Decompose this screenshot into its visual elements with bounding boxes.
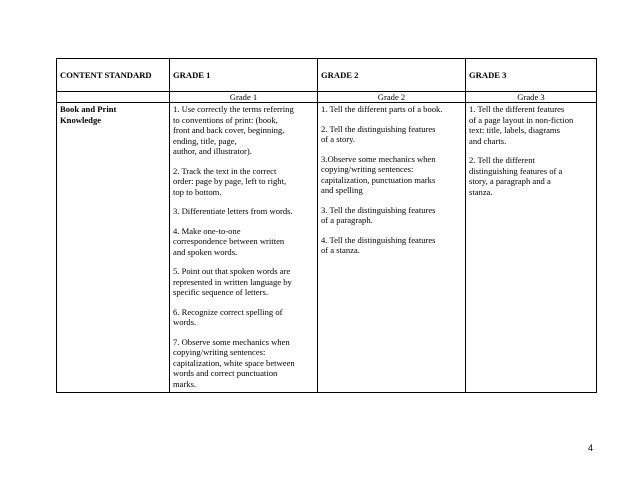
grade-1-item: 4. Make one-to-one correspondence between written and spoken words. [173,225,285,257]
grade-1-item: 5. Point out that spoken words are represented in written language by specific sequence of letters. [173,266,292,298]
table-row [57,103,597,393]
grade-3-cell [466,103,597,393]
grade-1-item: 7. Observe some mechanics when copying/writing sentences: capitalization, white space between words and correct punctuation marks. [173,336,295,389]
grade-2-item: 2. Tell the distinguishing features of a story. [321,123,436,145]
header-grade-1: GRADE 1 [170,59,318,92]
grade-2-item: 3.Observe some mechanics when copying/writing sentences: capitalization, punctuation marks and spelling [321,153,436,196]
grade-1-cell [170,103,318,393]
grade-3-item: 1. Tell the different features of a page layout in non-fiction text: title, labels, diagrams and charts. [469,104,574,146]
subheader-row [57,92,597,103]
header-content-standard: CONTENT STANDARD [57,59,170,92]
grade-1-item: 2. Track the text in the correct order: page by page, left to right, top to bottom. [173,165,287,197]
grade-2-item: 1. Tell the different parts of a book. [321,104,443,115]
subheader-grade-3: Grade 3 [466,92,597,103]
standard-name-cell [57,103,170,393]
grade-1-item: 3. Differentiate letters from words. [173,206,293,217]
grade-1-item: 6. Recognize correct spelling of words. [173,306,283,328]
standard-name: Book and Print Knowledge [60,104,117,125]
grade-3-item: 2. Tell the different distinguishing features of a story, a paragraph and a stanza. [469,155,563,197]
curriculum-table [56,58,597,393]
header-grade-2: GRADE 2 [318,59,466,92]
subheader-grade-1: Grade 1 [170,92,318,103]
grade-2-item: 3. Tell the distinguishing features of a paragraph. [321,204,436,226]
subheader-empty [57,92,170,103]
page-number: 4 [588,443,594,453]
subheader-grade-2: Grade 2 [318,92,466,103]
header-grade-3: GRADE 3 [466,59,597,92]
grade-1-item: 1. Use correctly the terms referring to conventions of print: (book, front and back cover, beginning, ending, title, page, author, and illustrator). [173,104,294,157]
grade-2-item: 4. Tell the distinguishing features of a stanza. [321,234,436,256]
header-row [57,59,597,92]
grade-2-cell [318,103,466,393]
